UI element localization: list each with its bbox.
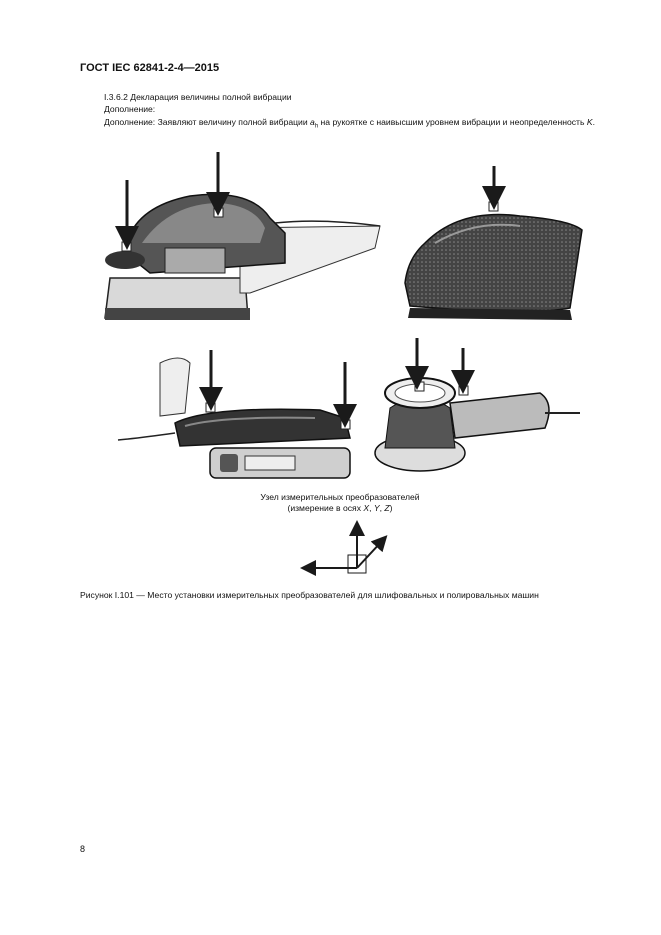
- sheet-sander: [105, 194, 380, 320]
- sander-figure: [80, 148, 600, 588]
- symbol-sub: h: [314, 123, 319, 130]
- paragraph-end: .: [592, 117, 595, 127]
- symbol-a: a: [310, 117, 315, 127]
- page-number: 8: [80, 844, 86, 854]
- symbol-k: K: [586, 117, 593, 127]
- sensor-caption-line2: [240, 503, 440, 514]
- random-orbit-sander: [375, 378, 580, 471]
- axis-y-label: Y: [373, 503, 380, 513]
- page-header: ГОСТ IEC 62841-2-4—2015: [80, 62, 220, 74]
- sep-1: ,: [369, 503, 374, 513]
- addition-text-prefix: Дополнение: Заявляют величину полной вибрации: [104, 117, 311, 127]
- belt-sander: [118, 358, 350, 478]
- sensor-caption: [240, 492, 440, 514]
- figure-drawing: [80, 148, 600, 588]
- addition-paragraph: [80, 116, 600, 133]
- addition-text-suffix: на рукоятке с наивысшим уровнем вибрации и неопределенность: [318, 117, 587, 127]
- section-heading: I.3.6.2 Декларация величины полной вибрации: [104, 92, 292, 102]
- axes-symbol: [308, 528, 382, 573]
- sensor-caption-prefix: (измерение в осях: [287, 503, 364, 513]
- figure-caption: Рисунок I.101 — Место установки измерительных преобразователей для шлифовальных и полировальных машин: [80, 590, 539, 600]
- sensor-caption-line1: Узел измерительных преобразователей: [260, 492, 420, 502]
- palm-sander: [405, 202, 582, 320]
- sep-2: ,: [379, 503, 385, 513]
- addition-label: Дополнение:: [104, 104, 156, 114]
- sensor-caption-close: ): [389, 503, 393, 513]
- axis-x-label: X: [363, 503, 370, 513]
- axis-z-label: Z: [384, 503, 390, 513]
